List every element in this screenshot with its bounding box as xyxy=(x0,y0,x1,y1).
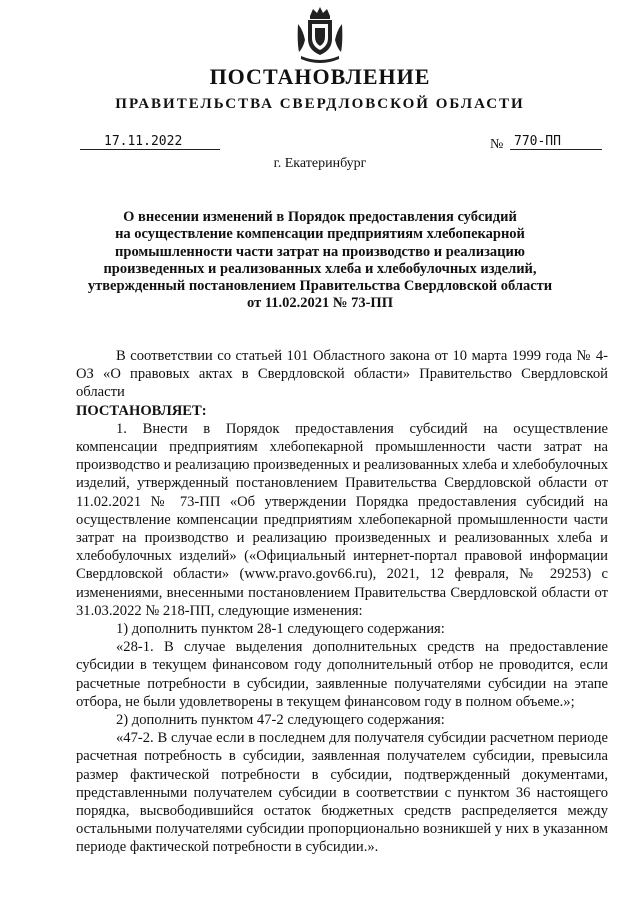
document-number-block xyxy=(490,134,610,156)
subitem-2: 2) дополнить пунктом 47-2 следующего содержания: xyxy=(116,712,445,729)
subitem-1: 1) дополнить пунктом 28-1 следующего содержания: xyxy=(116,621,445,638)
paragraph-1: 1. Внести в Порядок предоставления субсидий на осуществление компенсации предприятиям хлебопекарной промышленности части затрат на производство и реализацию произведенных и реализованных хлеба и хлебобулочных изделий, утвержденный постановлением Правительства Свердловской области от 11.02.2021 № 73-ПП «Об утверждении Порядка предоставления субсидий на осуществление компенсации предприятиям хлебопекарной промышленности части затрат на производство и реализацию произведенных и реализованных хлеба и хлебобулочных изделий» («Официальный интернет-портал правовой информации Свердловской области» (www.pravo.gov66.ru), 2021, 12 февраля, № 29253) с изменениями, внесенными постановлением Правительства Свердловской области от 31.03.2022 № 218-ПП, следующие изменения: xyxy=(76,420,608,619)
heading-line: произведенных и реализованных хлеба и хлебобулочных изделий, xyxy=(103,260,537,277)
quote-47-2: «47-2. В случае если в последнем для получателя субсидии расчетном периоде расчетная потребность в субсидии, заявленная получателем субсидии, превысила размер фактической потребности в субсидии, подтвержденный документами, представленными получателем субсидии в соответствии с пунктом 36 настоящего порядка, высвободившийся остаток бюджетных средств распределяется между остальными получателями субсидии пропорционально возникшей у них в указанном периоде фактической потребности в субсидии.». xyxy=(76,730,608,856)
document-title: ПОСТАНОВЛЕНИЕ xyxy=(209,64,431,89)
document-heading xyxy=(70,209,570,313)
heading-line: на осуществление компенсации предприятиям хлебопекарной xyxy=(115,226,525,243)
issuing-authority: ПРАВИТЕЛЬСТВА СВЕРДЛОВСКОЙ ОБЛАСТИ xyxy=(115,96,525,112)
heading-line: от 11.02.2021 № 73-ПП xyxy=(247,295,393,312)
coat-of-arms-icon xyxy=(295,6,345,64)
resolves-label: ПОСТАНОВЛЯЕТ: xyxy=(76,402,207,419)
document-date: 17.11.2022 xyxy=(80,134,220,150)
number-sign: № xyxy=(490,137,504,152)
heading-line: утвержденный постановлением Правительства Свердловской области xyxy=(87,278,553,295)
city: г. Екатеринбург xyxy=(273,156,367,171)
quote-28-1: «28-1. В случае выделения дополнительных средств на предоставление субсидии в текущем финансовом году дополнительный отбор не проводится, если расчетные потребности в субсидии, заявленные получателями субсидии на этапе отбора, не были удовлетворены в текущем финансовом году в полном объеме.»; xyxy=(76,639,608,710)
document-number: 770-ПП xyxy=(510,134,602,150)
intro-paragraph: В соответствии со статьей 101 Областного закона от 10 марта 1999 года № 4-ОЗ «О правовых актах в Свердловской области» Правительство Свердловской области xyxy=(76,348,608,401)
heading-line: О внесении изменений в Порядок предоставления субсидий xyxy=(123,209,517,225)
document-body xyxy=(76,347,608,857)
heading-line: промышленности части затрат на производство и реализацию xyxy=(115,243,525,260)
